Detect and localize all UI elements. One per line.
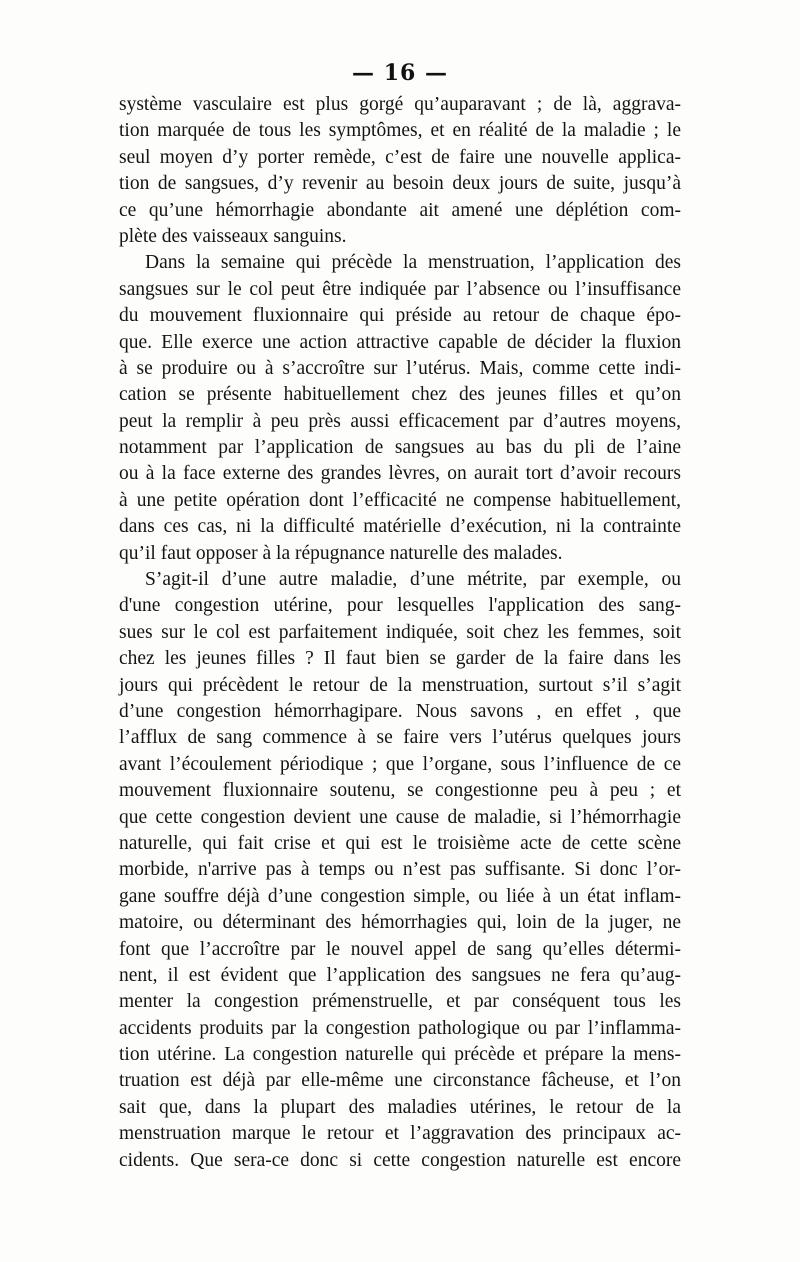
text-line: Dans la semaine qui précède la menstruation, l’application des: [145, 252, 681, 274]
text-line: à se produire ou à s’accroître sur l’utérus. Mais, comme cette indi-: [119, 357, 681, 379]
text-line: tion utérine. La congestion naturelle qui précède et prépare la mens-: [119, 1044, 681, 1066]
body-text: [119, 92, 681, 1174]
paragraph: [119, 92, 681, 250]
text-line: à une petite opération dont l’efficacité ne compense habituellement,: [119, 489, 681, 511]
text-line: système vasculaire est plus gorgé qu’auparavant ; de là, aggrava-: [119, 94, 681, 115]
text-line: d'une congestion utérine, pour lesquelles l'application des sang-: [119, 595, 681, 617]
text-line: truation est déjà par elle-même une circonstance fâcheuse, et l’on: [119, 1070, 681, 1092]
text-line: peut la remplir à peu près aussi efficacement par d’autres moyens,: [119, 410, 681, 432]
paragraph: [119, 250, 681, 567]
text-line: menstruation marque le retour et l’aggravation des principaux ac-: [119, 1123, 681, 1145]
text-line: cation se présente habituellement chez des jeunes filles et qu’on: [119, 384, 681, 406]
text-line: ce qu’une hémorrhagie abondante ait amené une déplétion com-: [119, 199, 681, 221]
text-line: sangsues sur le col peut être indiquée par l’absence ou l’insuffisance: [119, 278, 681, 300]
text-line: mouvement fluxionnaire soutenu, se congestionne peu à peu ; et: [119, 780, 681, 802]
text-line: menter la congestion prémenstruelle, et par conséquent tous les: [119, 991, 681, 1013]
page-number: — 16 —: [352, 60, 448, 86]
text-line: cidents. Que sera-ce donc si cette congestion naturelle est encore: [119, 1149, 681, 1171]
text-line: que. Elle exerce une action attractive capable de décider la fluxion: [119, 331, 681, 353]
text-line: accidents produits par la congestion pathologique ou par l’inflamma-: [119, 1017, 681, 1039]
text-line: sait que, dans la plupart des maladies utérines, le retour de la: [119, 1096, 681, 1118]
text-line: tion marquée de tous les symptômes, et en réalité de la maladie ; le: [119, 120, 681, 142]
text-line: l’afflux de sang commence à se faire vers l’utérus quelques jours: [119, 727, 681, 749]
text-line: S’agit-il d’une autre maladie, d’une métrite, par exemple, ou: [145, 569, 681, 591]
text-line: d’une congestion hémorrhagipare. Nous savons , en effet , que: [119, 700, 681, 722]
text-line: nent, il est évident que l’application des sangsues ne fera qu’aug-: [119, 964, 681, 986]
text-line: qu’il faut opposer à la répugnance naturelle des malades.: [119, 542, 563, 564]
text-line: seul moyen d’y porter remède, c’est de faire une nouvelle applica-: [119, 146, 681, 168]
text-line: naturelle, qui fait crise et qui est le troisième acte de cette scène: [119, 832, 681, 854]
paragraph: [119, 567, 681, 1174]
text-line: jours qui précèdent le retour de la menstruation, surtout s’il s’agit: [119, 674, 681, 696]
text-line: dans ces cas, ni la difficulté matérielle d’exécution, ni la contrainte: [119, 516, 681, 538]
text-line: ou à la face externe des grandes lèvres, on aurait tort d’avoir recours: [119, 463, 681, 485]
text-line: sues sur le col est parfaitement indiquée, soit chez les femmes, soit: [119, 621, 681, 643]
text-line: que cette congestion devient une cause de maladie, si l’hémorrhagie: [119, 806, 681, 828]
text-line: plète des vaisseaux sanguins.: [119, 225, 347, 247]
text-line: tion de sangsues, d’y revenir au besoin deux jours de suite, jusqu’à: [119, 173, 681, 195]
text-line: gane souffre déjà d’une congestion simple, ou liée à un état inflam-: [119, 885, 681, 907]
text-line: morbide, n'arrive pas à temps ou n’est pas suffisante. Si donc l’or-: [119, 859, 681, 881]
text-line: chez les jeunes filles ? Il faut bien se garder de la faire dans les: [119, 648, 681, 670]
text-line: du mouvement fluxionnaire qui préside au retour de chaque épo-: [119, 305, 681, 327]
text-line: matoire, ou déterminant des hémorrhagies qui, loin de la juger, ne: [119, 912, 681, 934]
text-line: notamment par l’application de sangsues au bas du pli de l’aine: [119, 437, 681, 459]
text-line: font que l’accroître par le nouvel appel de sang qu’elles détermi-: [119, 938, 681, 960]
text-line: avant l’écoulement périodique ; que l’organe, sous l’influence de ce: [119, 753, 681, 775]
